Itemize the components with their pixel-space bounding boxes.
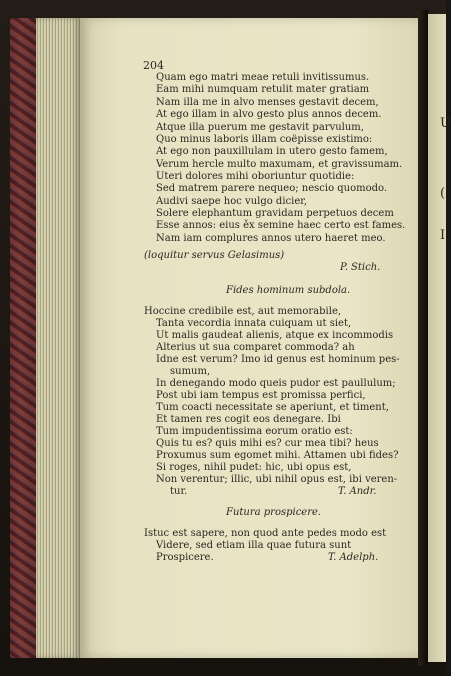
facing-page-glyph: U (440, 116, 451, 131)
verse-line: sumum, (170, 366, 211, 377)
attribution: T. Adelph. (328, 552, 379, 563)
verse-line: Alterius ut sua comparet commoda? ah (156, 342, 355, 353)
verse-line: Audivi saepe hoc vulgo dicier, (156, 196, 308, 207)
verse-line: Et tamen res cogit eos denegare. Ibi (156, 414, 341, 425)
verse-line: Nam illa me in alvo menses gestavit decem, (156, 97, 379, 108)
verse-line: Si roges, nihil pudet: hic, ubi opus est, (156, 462, 352, 473)
verse-line: Eam mihi numquam retulit mater gratiam (156, 84, 370, 95)
verse-line: Tum impudentissima eorum oratio est: (156, 426, 353, 437)
verse-line: Videre, sed etiam illa quae futura sunt (156, 540, 352, 551)
verse-line: At ego illam in alvo gesto plus annos decem. (156, 109, 382, 120)
verse-line: Istuc est sapere, non quod ante pedes modo est (144, 528, 387, 539)
verse-line: Quam ego matri meae retuli invitissumus. (156, 72, 370, 83)
verse-line: Post ubi iam tempus est promissa perfici, (156, 390, 366, 401)
speaker-note: (loquitur servus Gelasimus) (144, 250, 285, 261)
verse-line: Idne est verum? Imo id genus est hominum pes- (156, 354, 400, 365)
verse-line: At ego non pauxillulam in utero gesto famem, (156, 146, 388, 157)
verse-line: Hoccine credibile est, aut memorabile, (144, 306, 342, 317)
facing-page-glyph: I (440, 228, 446, 243)
verse-line: Uteri dolores mihi oboriuntur quotidie: (156, 171, 355, 182)
book-gutter (418, 10, 428, 666)
verse-line: Ut malis gaudeat alienis, atque ex incommodis (156, 330, 394, 341)
marbled-edge (10, 18, 36, 658)
verse-line: Sed matrem parere nequeo; nescio quomodo. (156, 183, 388, 194)
section-heading: Futura prospicere. (226, 507, 322, 518)
verse-line: Quo minus laboris illam coëpisse existimo: (156, 134, 373, 145)
verse-line: Prospicere. (156, 552, 214, 563)
verse-line: Tum coacti necessitate se aperiunt, et timent, (156, 402, 389, 413)
page-edges (36, 18, 80, 658)
attribution: T. Andr. (338, 486, 377, 497)
section-heading: Fides hominum subdola. (226, 285, 351, 296)
verse-line: Proxumus sum egomet mihi. Attamen ubi fides? (156, 450, 399, 461)
verse-line: Tanta vecordia innata cuiquam ut siet, (156, 318, 352, 329)
verse-line: tur. (170, 486, 188, 497)
attribution: P. Stich. (340, 262, 381, 273)
facing-page-glyph: ( (440, 186, 446, 201)
verse-line: Solere elephantum gravidam perpetuos decem (156, 208, 394, 219)
verse-line: Quis tu es? quis mihi es? cur mea tibi? heus (156, 438, 379, 449)
facing-page (428, 14, 446, 662)
verse-line: Non verentur; illic, ubi nihil opus est, ibi veren- (156, 474, 398, 485)
verse-line: Verum hercle multo maxumam, et gravissumam. (156, 159, 403, 170)
verse-line: Nam iam complures annos utero haeret meo. (156, 233, 386, 244)
verse-line: In denegando modo queis pudor est paullulum; (156, 378, 396, 389)
verse-line: Atque illa puerum me gestavit parvulum, (156, 122, 364, 133)
page-number: 204 (143, 59, 164, 72)
verse-line: Esse annos: eius ěx semine haec certo est fames. (156, 220, 406, 231)
